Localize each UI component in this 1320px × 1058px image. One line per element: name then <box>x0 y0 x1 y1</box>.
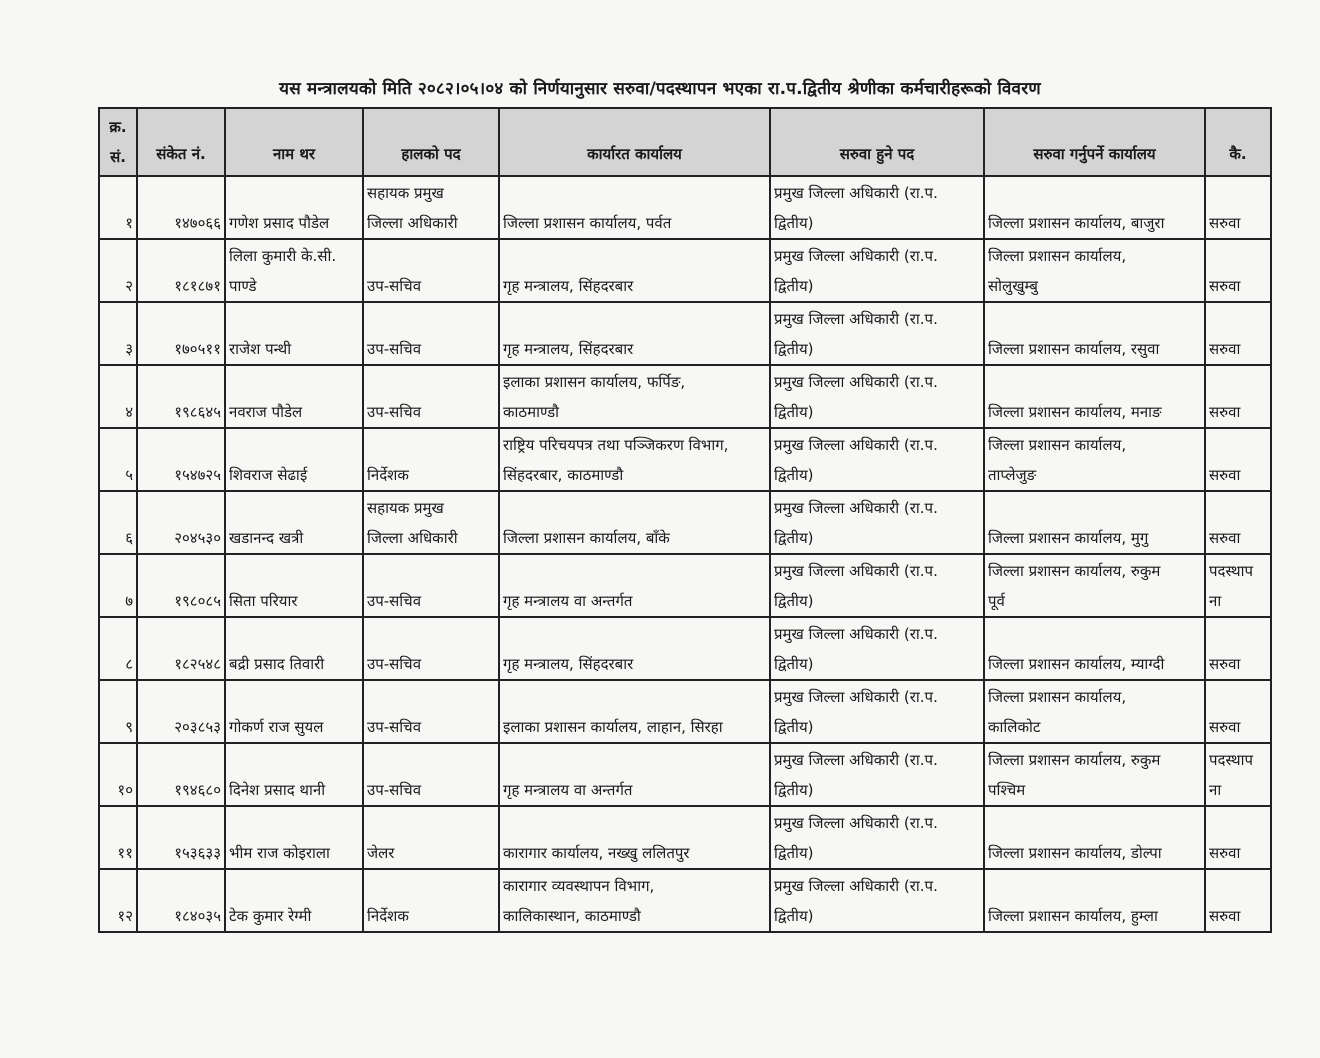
cell-current-post <box>363 176 499 239</box>
cell-current-post <box>363 806 499 869</box>
remarks-line2: ना <box>1209 781 1222 799</box>
cell-code: १५३६३३ <box>137 806 225 869</box>
cell-transfer-post <box>770 302 984 365</box>
current-office-line1: राष्ट्रिय परिचयपत्र तथा पञ्जिकरण विभाग, <box>503 436 729 454</box>
name-line2: शिवराज सेढाई <box>229 466 308 484</box>
cell-remarks <box>1205 869 1271 932</box>
current-post-line1 <box>367 745 495 775</box>
current-post-line2: उप-सचिव <box>367 655 422 673</box>
current-office-line1 <box>503 619 766 649</box>
current-post-line1 <box>367 556 495 586</box>
cell-serial: २ <box>99 239 137 302</box>
remarks-line2: सरुवा <box>1209 277 1241 295</box>
transfer-post-line1: प्रमुख जिल्ला अधिकारी (रा.प. <box>774 814 938 832</box>
cell-remarks <box>1205 617 1271 680</box>
table-row <box>99 869 1271 932</box>
cell-current-post <box>363 617 499 680</box>
name-line1 <box>229 682 359 712</box>
table-row <box>99 365 1271 428</box>
current-post-line1: सहायक प्रमुख <box>367 499 444 517</box>
transfer-post-line2: द्वितीय) <box>774 529 814 547</box>
cell-name <box>225 554 363 617</box>
cell-transfer-post <box>770 869 984 932</box>
name-line1 <box>229 304 359 334</box>
header-current-post: हालको पद <box>363 108 499 176</box>
cell-remarks <box>1205 554 1271 617</box>
cell-serial: ८ <box>99 617 137 680</box>
transfer-office-line2: ताप्लेजुङ <box>988 466 1037 484</box>
cell-name <box>225 239 363 302</box>
remarks-line1 <box>1209 178 1267 208</box>
cell-name <box>225 428 363 491</box>
cell-current-office <box>499 176 770 239</box>
cell-current-office <box>499 428 770 491</box>
cell-code: १४७०६६ <box>137 176 225 239</box>
name-line1 <box>229 808 359 838</box>
cell-transfer-post <box>770 743 984 806</box>
current-office-line1 <box>503 241 766 271</box>
transfer-post-line2: द्वितीय) <box>774 214 814 232</box>
cell-transfer-post <box>770 617 984 680</box>
cell-current-office <box>499 869 770 932</box>
name-line1 <box>229 619 359 649</box>
cell-remarks <box>1205 365 1271 428</box>
current-office-line2: कालिकास्थान, काठमाण्डौ <box>503 907 641 925</box>
transfer-post-line1: प्रमुख जिल्ला अधिकारी (रा.प. <box>774 436 938 454</box>
remarks-line2: सरुवा <box>1209 340 1241 358</box>
cell-code: १८१८७१ <box>137 239 225 302</box>
current-office-line1 <box>503 808 766 838</box>
cell-transfer-office <box>984 302 1205 365</box>
transfer-office-line2: जिल्ला प्रशासन कार्यालय, मनाङ <box>988 403 1162 421</box>
transfer-office-line2: जिल्ला प्रशासन कार्यालय, म्याग्दी <box>988 655 1165 673</box>
cell-name <box>225 491 363 554</box>
transfer-post-line2: द्वितीय) <box>774 718 814 736</box>
current-post-line1 <box>367 304 495 334</box>
table-row <box>99 743 1271 806</box>
cell-remarks <box>1205 491 1271 554</box>
name-line2: खडानन्द खत्री <box>229 529 304 547</box>
name-line1 <box>229 178 359 208</box>
cell-transfer-post <box>770 806 984 869</box>
header-serial: क्र. सं. <box>99 108 137 176</box>
current-office-line2: इलाका प्रशासन कार्यालय, लाहान, सिरहा <box>503 718 723 736</box>
name-line2: राजेश पन्थी <box>229 340 292 358</box>
current-office-line1: कारागार व्यवस्थापन विभाग, <box>503 877 655 895</box>
name-line1 <box>229 367 359 397</box>
name-line2: टेक कुमार रेग्मी <box>229 907 312 925</box>
transfer-office-line2: सोलुखुम्बु <box>988 277 1038 295</box>
cell-current-office <box>499 302 770 365</box>
cell-current-post <box>363 365 499 428</box>
remarks-line1 <box>1209 493 1267 523</box>
cell-serial: १२ <box>99 869 137 932</box>
transfer-office-line1: जिल्ला प्रशासन कार्यालय, रुकुम <box>988 751 1161 769</box>
remarks-line1 <box>1209 682 1267 712</box>
name-line1 <box>229 493 359 523</box>
remarks-line1 <box>1209 367 1267 397</box>
transfer-office-line1: जिल्ला प्रशासन कार्यालय, <box>988 247 1127 265</box>
cell-transfer-office <box>984 554 1205 617</box>
table-row <box>99 806 1271 869</box>
header-current-office: कार्यारत कार्यालय <box>499 108 770 176</box>
transfer-office-line2: कालिकोट <box>988 718 1041 736</box>
table-row <box>99 176 1271 239</box>
name-line2: भीम राज कोइराला <box>229 844 330 862</box>
cell-transfer-post <box>770 365 984 428</box>
cell-current-office <box>499 554 770 617</box>
table-row <box>99 617 1271 680</box>
remarks-line1 <box>1209 619 1267 649</box>
transfer-post-line1: प्रमुख जिल्ला अधिकारी (रा.प. <box>774 625 938 643</box>
cell-name <box>225 743 363 806</box>
remarks-line1: पदस्थाप <box>1209 562 1254 580</box>
cell-name <box>225 365 363 428</box>
cell-current-post <box>363 554 499 617</box>
table-row <box>99 428 1271 491</box>
cell-transfer-office <box>984 806 1205 869</box>
transfer-office-line2: पूर्व <box>988 592 1005 610</box>
cell-current-office <box>499 365 770 428</box>
current-office-line2: गृह मन्त्रालय, सिंहदरबार <box>503 277 634 295</box>
current-office-line2: गृह मन्त्रालय वा अन्तर्गत <box>503 592 633 610</box>
remarks-line2: सरुवा <box>1209 529 1241 547</box>
cell-name <box>225 869 363 932</box>
cell-serial: १० <box>99 743 137 806</box>
current-post-line1 <box>367 682 495 712</box>
document-title: यस मन्त्रालयको मिति २०८२।०५।०४ को निर्णयानुसार सरुवा/पदस्थापन भएका रा.प.द्वितीय श्रेणीका कर्मचारीहरूको विवरण <box>279 79 1041 99</box>
current-post-line1: सहायक प्रमुख <box>367 184 444 202</box>
transfer-office-line1 <box>988 619 1201 649</box>
current-office-line1 <box>503 178 766 208</box>
transfer-office-line2: पश्चिम <box>988 781 1026 799</box>
cell-serial: ६ <box>99 491 137 554</box>
transfer-table <box>98 107 1272 933</box>
name-line2: बद्री प्रसाद तिवारी <box>229 655 325 673</box>
current-post-line2: जिल्ला अधिकारी <box>367 214 458 232</box>
current-post-line2: उप-सचिव <box>367 592 422 610</box>
cell-remarks <box>1205 239 1271 302</box>
cell-name <box>225 176 363 239</box>
name-line1 <box>229 745 359 775</box>
current-office-line2: जिल्ला प्रशासन कार्यालय, पर्वत <box>503 214 672 232</box>
current-post-line2: उप-सचिव <box>367 277 422 295</box>
cell-current-post <box>363 428 499 491</box>
cell-remarks <box>1205 743 1271 806</box>
transfer-post-line2: द्वितीय) <box>774 340 814 358</box>
name-line1 <box>229 556 359 586</box>
current-post-line1 <box>367 430 495 460</box>
cell-current-post <box>363 239 499 302</box>
remarks-line2: सरुवा <box>1209 655 1241 673</box>
current-post-line1 <box>367 241 495 271</box>
cell-transfer-post <box>770 491 984 554</box>
transfer-post-line1: प्रमुख जिल्ला अधिकारी (रा.प. <box>774 373 938 391</box>
transfer-office-line1 <box>988 367 1201 397</box>
cell-code: २०३८५३ <box>137 680 225 743</box>
cell-code: १८४०३५ <box>137 869 225 932</box>
cell-remarks <box>1205 428 1271 491</box>
header-remarks: कै. <box>1205 108 1271 176</box>
header-name: नाम थर <box>225 108 363 176</box>
name-line1 <box>229 871 359 901</box>
cell-remarks <box>1205 806 1271 869</box>
current-office-line1 <box>503 682 766 712</box>
current-post-line2: उप-सचिव <box>367 781 422 799</box>
remarks-line2: सरुवा <box>1209 403 1241 421</box>
current-office-line1 <box>503 556 766 586</box>
transfer-office-line1 <box>988 493 1201 523</box>
remarks-line1: पदस्थाप <box>1209 751 1254 769</box>
remarks-line2: सरुवा <box>1209 844 1241 862</box>
transfer-post-line2: द्वितीय) <box>774 907 814 925</box>
remarks-line2: ना <box>1209 592 1222 610</box>
cell-transfer-office <box>984 869 1205 932</box>
cell-code: १९८६४५ <box>137 365 225 428</box>
transfer-post-line1: प्रमुख जिल्ला अधिकारी (रा.प. <box>774 751 938 769</box>
cell-name <box>225 806 363 869</box>
cell-current-post <box>363 302 499 365</box>
cell-current-office <box>499 680 770 743</box>
transfer-post-line2: द्वितीय) <box>774 403 814 421</box>
table-row <box>99 302 1271 365</box>
current-post-line1 <box>367 808 495 838</box>
current-office-line2: गृह मन्त्रालय, सिंहदरबार <box>503 340 634 358</box>
transfer-post-line2: द्वितीय) <box>774 466 814 484</box>
transfer-post-line1: प्रमुख जिल्ला अधिकारी (रा.प. <box>774 247 938 265</box>
transfer-office-line2: जिल्ला प्रशासन कार्यालय, मुगु <box>988 529 1149 547</box>
current-post-line2: जिल्ला अधिकारी <box>367 529 458 547</box>
cell-transfer-office <box>984 176 1205 239</box>
header-transfer-office: सरुवा गर्नुपर्ने कार्यालय <box>984 108 1205 176</box>
cell-remarks <box>1205 176 1271 239</box>
current-post-line1 <box>367 871 495 901</box>
transfer-post-line1: प्रमुख जिल्ला अधिकारी (रा.प. <box>774 184 938 202</box>
table-row <box>99 239 1271 302</box>
transfer-post-line1: प्रमुख जिल्ला अधिकारी (रा.प. <box>774 877 938 895</box>
name-line2: सिता परियार <box>229 592 298 610</box>
cell-code: १९४६८० <box>137 743 225 806</box>
current-post-line2: उप-सचिव <box>367 403 422 421</box>
transfer-post-line2: द्वितीय) <box>774 781 814 799</box>
table-row <box>99 491 1271 554</box>
cell-remarks <box>1205 302 1271 365</box>
cell-transfer-post <box>770 176 984 239</box>
cell-transfer-post <box>770 680 984 743</box>
transfer-office-line2: जिल्ला प्रशासन कार्यालय, डोल्पा <box>988 844 1162 862</box>
current-office-line2: काठमाण्डौ <box>503 403 560 421</box>
current-office-line2: जिल्ला प्रशासन कार्यालय, बाँके <box>503 529 670 547</box>
transfer-office-line1: जिल्ला प्रशासन कार्यालय, <box>988 436 1127 454</box>
remarks-line2: सरुवा <box>1209 907 1241 925</box>
transfer-office-line1: जिल्ला प्रशासन कार्यालय, रुकुम <box>988 562 1161 580</box>
cell-transfer-office <box>984 365 1205 428</box>
current-office-line1: इलाका प्रशासन कार्यालय, फर्पिङ, <box>503 373 686 391</box>
current-office-line1 <box>503 493 766 523</box>
transfer-post-line2: द्वितीय) <box>774 592 814 610</box>
current-office-line2: सिंहदरबार, काठमाण्डौ <box>503 466 624 484</box>
remarks-line1 <box>1209 304 1267 334</box>
name-line2: गोकर्ण राज सुयल <box>229 718 324 736</box>
cell-code: २०४५३० <box>137 491 225 554</box>
cell-serial: ५ <box>99 428 137 491</box>
cell-transfer-office <box>984 491 1205 554</box>
cell-transfer-post <box>770 428 984 491</box>
cell-code: १८२५४८ <box>137 617 225 680</box>
remarks-line2: सरुवा <box>1209 214 1241 232</box>
transfer-office-line1 <box>988 808 1201 838</box>
cell-name <box>225 680 363 743</box>
transfer-post-line2: द्वितीय) <box>774 655 814 673</box>
current-office-line1 <box>503 304 766 334</box>
remarks-line1 <box>1209 241 1267 271</box>
remarks-line1 <box>1209 808 1267 838</box>
transfer-office-line1 <box>988 304 1201 334</box>
cell-current-office <box>499 617 770 680</box>
cell-remarks <box>1205 680 1271 743</box>
cell-serial: ९ <box>99 680 137 743</box>
cell-serial: ३ <box>99 302 137 365</box>
cell-name <box>225 302 363 365</box>
current-post-line2: निर्देशक <box>367 907 409 925</box>
cell-transfer-office <box>984 617 1205 680</box>
cell-current-post <box>363 491 499 554</box>
cell-serial: ४ <box>99 365 137 428</box>
name-line2: नवराज पौडेल <box>229 403 303 421</box>
cell-serial: ७ <box>99 554 137 617</box>
remarks-line1 <box>1209 430 1267 460</box>
name-line1: लिला कुमारी के.सी. <box>229 247 337 265</box>
table-row <box>99 680 1271 743</box>
transfer-office-line1: जिल्ला प्रशासन कार्यालय, <box>988 688 1127 706</box>
transfer-post-line2: द्वितीय) <box>774 277 814 295</box>
transfer-office-line1 <box>988 871 1201 901</box>
transfer-office-line2: जिल्ला प्रशासन कार्यालय, बाजुरा <box>988 214 1165 232</box>
cell-transfer-office <box>984 680 1205 743</box>
cell-code: १७०५११ <box>137 302 225 365</box>
header-transfer-post: सरुवा हुने पद <box>770 108 984 176</box>
current-post-line2: उप-सचिव <box>367 718 422 736</box>
current-post-line1 <box>367 619 495 649</box>
current-office-line2: गृह मन्त्रालय वा अन्तर्गत <box>503 781 633 799</box>
transfer-post-line1: प्रमुख जिल्ला अधिकारी (रा.प. <box>774 310 938 328</box>
cell-code: १९८०८५ <box>137 554 225 617</box>
remarks-line2: सरुवा <box>1209 718 1241 736</box>
cell-name <box>225 617 363 680</box>
transfer-post-line1: प्रमुख जिल्ला अधिकारी (रा.प. <box>774 562 938 580</box>
cell-current-office <box>499 806 770 869</box>
current-office-line2: कारागार कार्यालय, नख्खु ललितपुर <box>503 844 690 862</box>
cell-code: १५४७२५ <box>137 428 225 491</box>
name-line1 <box>229 430 359 460</box>
transfer-post-line1: प्रमुख जिल्ला अधिकारी (रा.प. <box>774 499 938 517</box>
current-post-line1 <box>367 367 495 397</box>
cell-serial: ११ <box>99 806 137 869</box>
transfer-post-line1: प्रमुख जिल्ला अधिकारी (रा.प. <box>774 688 938 706</box>
table-header-row <box>99 108 1271 176</box>
cell-serial: १ <box>99 176 137 239</box>
cell-transfer-office <box>984 428 1205 491</box>
remarks-line2: सरुवा <box>1209 466 1241 484</box>
current-office-line1 <box>503 745 766 775</box>
cell-current-post <box>363 680 499 743</box>
cell-current-office <box>499 491 770 554</box>
cell-transfer-post <box>770 554 984 617</box>
transfer-office-line2: जिल्ला प्रशासन कार्यालय, हुम्ला <box>988 907 1158 925</box>
cell-transfer-office <box>984 239 1205 302</box>
current-post-line2: उप-सचिव <box>367 340 422 358</box>
current-office-line2: गृह मन्त्रालय, सिंहदरबार <box>503 655 634 673</box>
header-code: संकेत नं. <box>137 108 225 176</box>
name-line2: दिनेश प्रसाद थानी <box>229 781 326 799</box>
transfer-post-line2: द्वितीय) <box>774 844 814 862</box>
current-post-line2: निर्देशक <box>367 466 409 484</box>
table-row <box>99 554 1271 617</box>
name-line2: पाण्डे <box>229 277 257 295</box>
cell-current-office <box>499 239 770 302</box>
cell-current-post <box>363 743 499 806</box>
transfer-office-line2: जिल्ला प्रशासन कार्यालय, रसुवा <box>988 340 1160 358</box>
cell-current-office <box>499 743 770 806</box>
remarks-line1 <box>1209 871 1267 901</box>
cell-current-post <box>363 869 499 932</box>
current-post-line2: जेलर <box>367 844 395 862</box>
cell-transfer-post <box>770 239 984 302</box>
transfer-office-line1 <box>988 178 1201 208</box>
name-line2: गणेश प्रसाद पौडेल <box>229 214 330 232</box>
cell-transfer-office <box>984 743 1205 806</box>
